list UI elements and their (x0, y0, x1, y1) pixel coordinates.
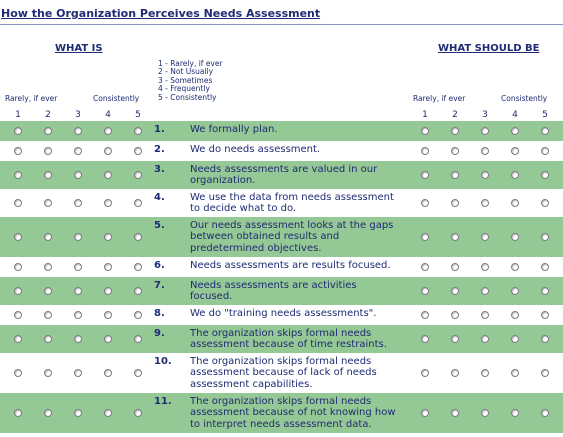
what-should-be-radio-1[interactable] (421, 233, 429, 241)
what-should-be-radio-5[interactable] (541, 409, 549, 417)
what-should-be-radio-1[interactable] (421, 311, 429, 319)
statement-number: 8. (154, 308, 165, 319)
what-is-radio-5[interactable] (134, 335, 142, 343)
what-is-radio-4[interactable] (104, 263, 112, 271)
what-should-be-radio-2[interactable] (451, 127, 459, 135)
table-row (0, 217, 563, 257)
what-is-scale-5: 5 (135, 110, 141, 120)
what-should-be-radio-3[interactable] (481, 147, 489, 155)
rating-legend (158, 60, 223, 102)
what-is-radio-4[interactable] (104, 287, 112, 295)
what-is-radio-5[interactable] (134, 409, 142, 417)
legend-item: 2 - Not Usually (158, 67, 214, 77)
what-should-be-radio-5[interactable] (541, 147, 549, 155)
what-should-be-radio-5[interactable] (541, 263, 549, 271)
what-is-radio-2[interactable] (44, 147, 52, 155)
what-is-radio-1[interactable] (14, 127, 22, 135)
what-should-be-radio-1[interactable] (421, 147, 429, 155)
what-should-be-radio-2[interactable] (451, 171, 459, 179)
statement-number: 4. (154, 192, 165, 203)
what-should-be-radio-1[interactable] (421, 263, 429, 271)
what-is-radio-5[interactable] (134, 287, 142, 295)
what-is-radio-2[interactable] (44, 287, 52, 295)
what-is-radio-2[interactable] (44, 233, 52, 241)
what-should-be-scale-1: 1 (422, 110, 428, 120)
what-is-scale-4: 4 (105, 110, 111, 120)
what-should-be-scale-2: 2 (452, 110, 458, 120)
what-should-be-radio-3[interactable] (481, 233, 489, 241)
what-is-radio-1[interactable] (14, 311, 22, 319)
statement-text: The organization skips formal needs assessment because of time restraints. (190, 328, 387, 351)
what-should-be-radio-2[interactable] (451, 409, 459, 417)
what-is-radio-1[interactable] (14, 335, 22, 343)
page-title: How the Organization Perceives Needs Assessment (1, 7, 321, 20)
statement-text: The organization skips formal needs assessment because of not knowing how to interpret needs assessment data. (190, 396, 396, 430)
table-row (0, 141, 563, 161)
what-is-radio-5[interactable] (134, 171, 142, 179)
what-should-be-radio-3[interactable] (481, 287, 489, 295)
what-is-radio-3[interactable] (74, 409, 82, 417)
what-should-be-radio-4[interactable] (511, 263, 519, 271)
statement-number: 10. (154, 356, 172, 367)
statement-text: Our needs assessment looks at the gaps between obtained results and predetermined objectives. (190, 220, 394, 254)
what-is-radio-3[interactable] (74, 369, 82, 377)
what-is-radio-3[interactable] (74, 171, 82, 179)
table-row (0, 277, 563, 305)
statement-number: 11. (154, 396, 172, 407)
what-is-radio-3[interactable] (74, 263, 82, 271)
what-is-radio-2[interactable] (44, 311, 52, 319)
what-should-be-radio-1[interactable] (421, 171, 429, 179)
what-is-radio-1[interactable] (14, 199, 22, 207)
what-is-radio-1[interactable] (14, 263, 22, 271)
what-is-radio-4[interactable] (104, 127, 112, 135)
what-should-be-radio-1[interactable] (421, 127, 429, 135)
what-should-be-high-label: Consistently (501, 94, 548, 103)
what-should-be-scale-5: 5 (542, 110, 548, 120)
what-should-be-radio-2[interactable] (451, 311, 459, 319)
what-is-radio-4[interactable] (104, 199, 112, 207)
what-should-be-radio-4[interactable] (511, 199, 519, 207)
what-should-be-scale-4: 4 (512, 110, 518, 120)
what-is-scale-1: 1 (15, 110, 21, 120)
table-row (0, 161, 563, 189)
what-is-radio-1[interactable] (14, 409, 22, 417)
what-is-radio-3[interactable] (74, 127, 82, 135)
what-is-scale-3: 3 (75, 110, 81, 120)
what-is-radio-4[interactable] (104, 311, 112, 319)
what-is-radio-5[interactable] (134, 199, 142, 207)
what-should-be-radio-4[interactable] (511, 171, 519, 179)
statement-text: We do needs assessment. (190, 144, 321, 155)
table-row (0, 121, 563, 141)
what-should-be-scale-3: 3 (482, 110, 488, 120)
what-is-radio-4[interactable] (104, 335, 112, 343)
table-row (0, 325, 563, 353)
legend-item: 5 - Consistently (158, 92, 217, 102)
what-should-be-radio-4[interactable] (511, 409, 519, 417)
what-should-be-radio-4[interactable] (511, 311, 519, 319)
what-is-high-label: Consistently (93, 94, 140, 103)
statement-number: 9. (154, 328, 165, 339)
what-should-be-radio-3[interactable] (481, 171, 489, 179)
table-row (0, 305, 563, 325)
what-should-be-radio-3[interactable] (481, 335, 489, 343)
what-is-radio-3[interactable] (74, 147, 82, 155)
statement-text: Needs assessments are results focused. (190, 260, 391, 271)
legend-item: 1 - Rarely, if ever (158, 59, 223, 68)
legend-item: 3 - Sometimes (158, 75, 213, 85)
what-should-be-radio-5[interactable] (541, 311, 549, 319)
table-row (0, 257, 563, 277)
what-should-be-radio-3[interactable] (481, 409, 489, 417)
what-is-radio-1[interactable] (14, 287, 22, 295)
what-should-be-radio-3[interactable] (481, 369, 489, 377)
what-is-radio-4[interactable] (104, 171, 112, 179)
table-row (0, 393, 563, 433)
what-is-radio-1[interactable] (14, 147, 22, 155)
what-should-be-radio-4[interactable] (511, 127, 519, 135)
what-is-radio-2[interactable] (44, 127, 52, 135)
what-should-be-radio-4[interactable] (511, 335, 519, 343)
statement-text: Needs assessments are activities focused. (190, 280, 357, 303)
what-should-be-radio-5[interactable] (541, 199, 549, 207)
what-is-radio-1[interactable] (14, 369, 22, 377)
what-should-be-radio-2[interactable] (451, 335, 459, 343)
what-is-radio-3[interactable] (74, 199, 82, 207)
what-is-heading: WHAT IS (55, 43, 103, 54)
statement-text: Needs assessments are valued in our organization. (190, 164, 378, 187)
statement-text: We use the data from needs assessment to decide what to do. (190, 192, 394, 215)
what-should-be-low-label: Rarely, if ever (413, 94, 466, 103)
what-should-be-heading: WHAT SHOULD BE (438, 43, 540, 54)
what-should-be-radio-3[interactable] (481, 311, 489, 319)
what-should-be-radio-1[interactable] (421, 335, 429, 343)
what-should-be-radio-4[interactable] (511, 147, 519, 155)
what-is-radio-2[interactable] (44, 263, 52, 271)
what-should-be-radio-5[interactable] (541, 287, 549, 295)
table-row (0, 353, 563, 393)
what-should-be-radio-4[interactable] (511, 233, 519, 241)
title-divider (0, 24, 563, 25)
what-should-be-radio-4[interactable] (511, 287, 519, 295)
what-should-be-radio-3[interactable] (481, 127, 489, 135)
what-should-be-radio-3[interactable] (481, 199, 489, 207)
legend-item: 4 - Frequently (158, 84, 210, 94)
what-is-radio-3[interactable] (74, 287, 82, 295)
what-should-be-radio-1[interactable] (421, 409, 429, 417)
what-should-be-radio-4[interactable] (511, 369, 519, 377)
table-row (0, 189, 563, 217)
what-is-radio-5[interactable] (134, 147, 142, 155)
what-is-radio-4[interactable] (104, 233, 112, 241)
what-is-radio-3[interactable] (74, 335, 82, 343)
what-is-radio-2[interactable] (44, 171, 52, 179)
what-is-radio-2[interactable] (44, 369, 52, 377)
what-should-be-radio-3[interactable] (481, 263, 489, 271)
what-is-radio-1[interactable] (14, 171, 22, 179)
what-should-be-radio-1[interactable] (421, 199, 429, 207)
what-is-radio-5[interactable] (134, 311, 142, 319)
what-is-radio-2[interactable] (44, 199, 52, 207)
what-should-be-radio-2[interactable] (451, 369, 459, 377)
what-should-be-radio-5[interactable] (541, 369, 549, 377)
what-should-be-radio-2[interactable] (451, 263, 459, 271)
statement-number: 2. (154, 144, 165, 155)
what-should-be-radio-2[interactable] (451, 287, 459, 295)
statement-number: 7. (154, 280, 165, 291)
what-is-low-label: Rarely, if ever (5, 94, 58, 103)
statement-number: 3. (154, 164, 165, 175)
what-is-radio-5[interactable] (134, 233, 142, 241)
what-is-radio-4[interactable] (104, 369, 112, 377)
what-is-radio-4[interactable] (104, 409, 112, 417)
what-should-be-radio-5[interactable] (541, 233, 549, 241)
statement-text: The organization skips formal needs assessment because of lack of needs assessment capabilities. (190, 356, 377, 390)
what-is-scale-2: 2 (45, 110, 51, 120)
what-should-be-radio-5[interactable] (541, 127, 549, 135)
what-is-radio-5[interactable] (134, 369, 142, 377)
what-is-radio-5[interactable] (134, 127, 142, 135)
statement-number: 5. (154, 220, 165, 231)
statement-text: We formally plan. (190, 124, 278, 135)
what-should-be-radio-1[interactable] (421, 369, 429, 377)
what-should-be-radio-2[interactable] (451, 199, 459, 207)
what-is-radio-1[interactable] (14, 233, 22, 241)
what-should-be-radio-2[interactable] (451, 233, 459, 241)
what-is-radio-2[interactable] (44, 409, 52, 417)
statement-text: We do "training needs assessments". (190, 308, 377, 319)
what-is-radio-3[interactable] (74, 233, 82, 241)
what-should-be-radio-1[interactable] (421, 287, 429, 295)
what-is-radio-2[interactable] (44, 335, 52, 343)
what-should-be-radio-5[interactable] (541, 335, 549, 343)
statement-number: 1. (154, 124, 165, 135)
statement-number: 6. (154, 260, 165, 271)
what-should-be-radio-2[interactable] (451, 147, 459, 155)
what-should-be-radio-5[interactable] (541, 171, 549, 179)
what-is-radio-5[interactable] (134, 263, 142, 271)
what-is-radio-3[interactable] (74, 311, 82, 319)
what-is-radio-4[interactable] (104, 147, 112, 155)
